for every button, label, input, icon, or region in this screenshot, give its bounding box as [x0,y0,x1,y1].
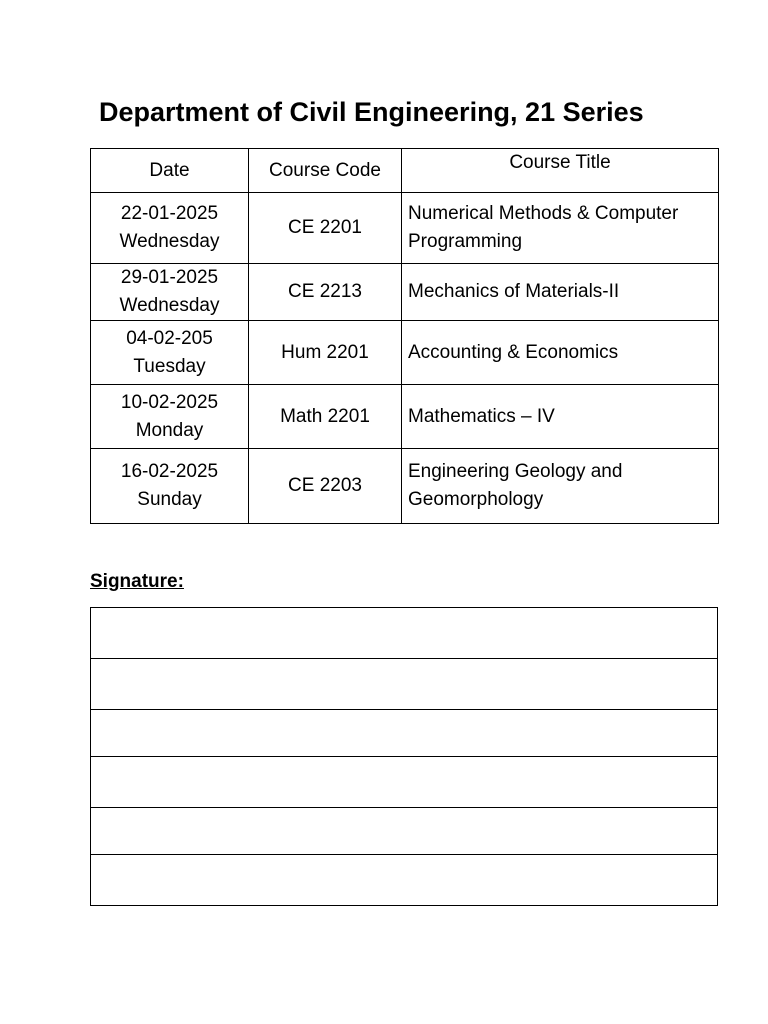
header-course-code: Course Code [249,149,402,193]
course-code-cell: CE 2213 [249,264,402,321]
date-cell [91,449,249,524]
course-title-cell: Mechanics of Materials-II [402,264,719,321]
table-row [91,385,719,449]
course-title-line: Engineering Geology and [408,461,623,482]
course-title-line: Programming [408,231,523,252]
signature-row[interactable] [91,608,717,659]
course-title-cell: Accounting & Economics [402,321,719,385]
day-text: Monday [135,419,204,441]
day-text: Sunday [137,489,202,510]
date-text: 10-02-2025 [120,391,219,413]
course-code-cell: CE 2203 [249,449,402,524]
signature-row[interactable] [91,757,717,808]
date-cell [91,264,249,321]
table-row [91,449,719,524]
course-title-cell [402,449,719,524]
signature-row[interactable] [91,808,717,855]
date-cell [91,385,249,449]
course-title-line: Geomorphology [408,489,544,510]
table-row [91,264,719,321]
table-row [91,193,719,264]
course-code-cell: CE 2201 [249,193,402,264]
signature-row[interactable] [91,855,717,905]
date-cell [91,193,249,264]
day-text: Tuesday [133,355,206,377]
date-cell [91,321,249,385]
course-title-cell [402,193,719,264]
table-row [91,321,719,385]
signature-row[interactable] [91,659,717,710]
course-code-cell: Math 2201 [249,385,402,449]
course-title-line: Numerical Methods & Computer [408,203,679,224]
date-text: 16-02-2025 [120,461,219,482]
date-text: 29-01-2025 [120,267,219,288]
course-code-cell: Hum 2201 [249,321,402,385]
header-date: Date [91,149,249,193]
course-title-cell: Mathematics – IV [402,385,719,449]
date-text: 04-02-205 [126,327,213,349]
day-text: Wednesday [119,231,220,252]
signature-row[interactable] [91,710,717,757]
header-course-title: Course Title [402,149,719,193]
table-header-row [91,149,719,193]
exam-schedule-table [90,148,719,524]
signature-label: Signature: [90,571,184,592]
signature-box [90,607,718,906]
date-text: 22-01-2025 [120,203,219,224]
day-text: Wednesday [119,295,220,316]
page-title: Department of Civil Engineering, 21 Series [99,97,644,127]
